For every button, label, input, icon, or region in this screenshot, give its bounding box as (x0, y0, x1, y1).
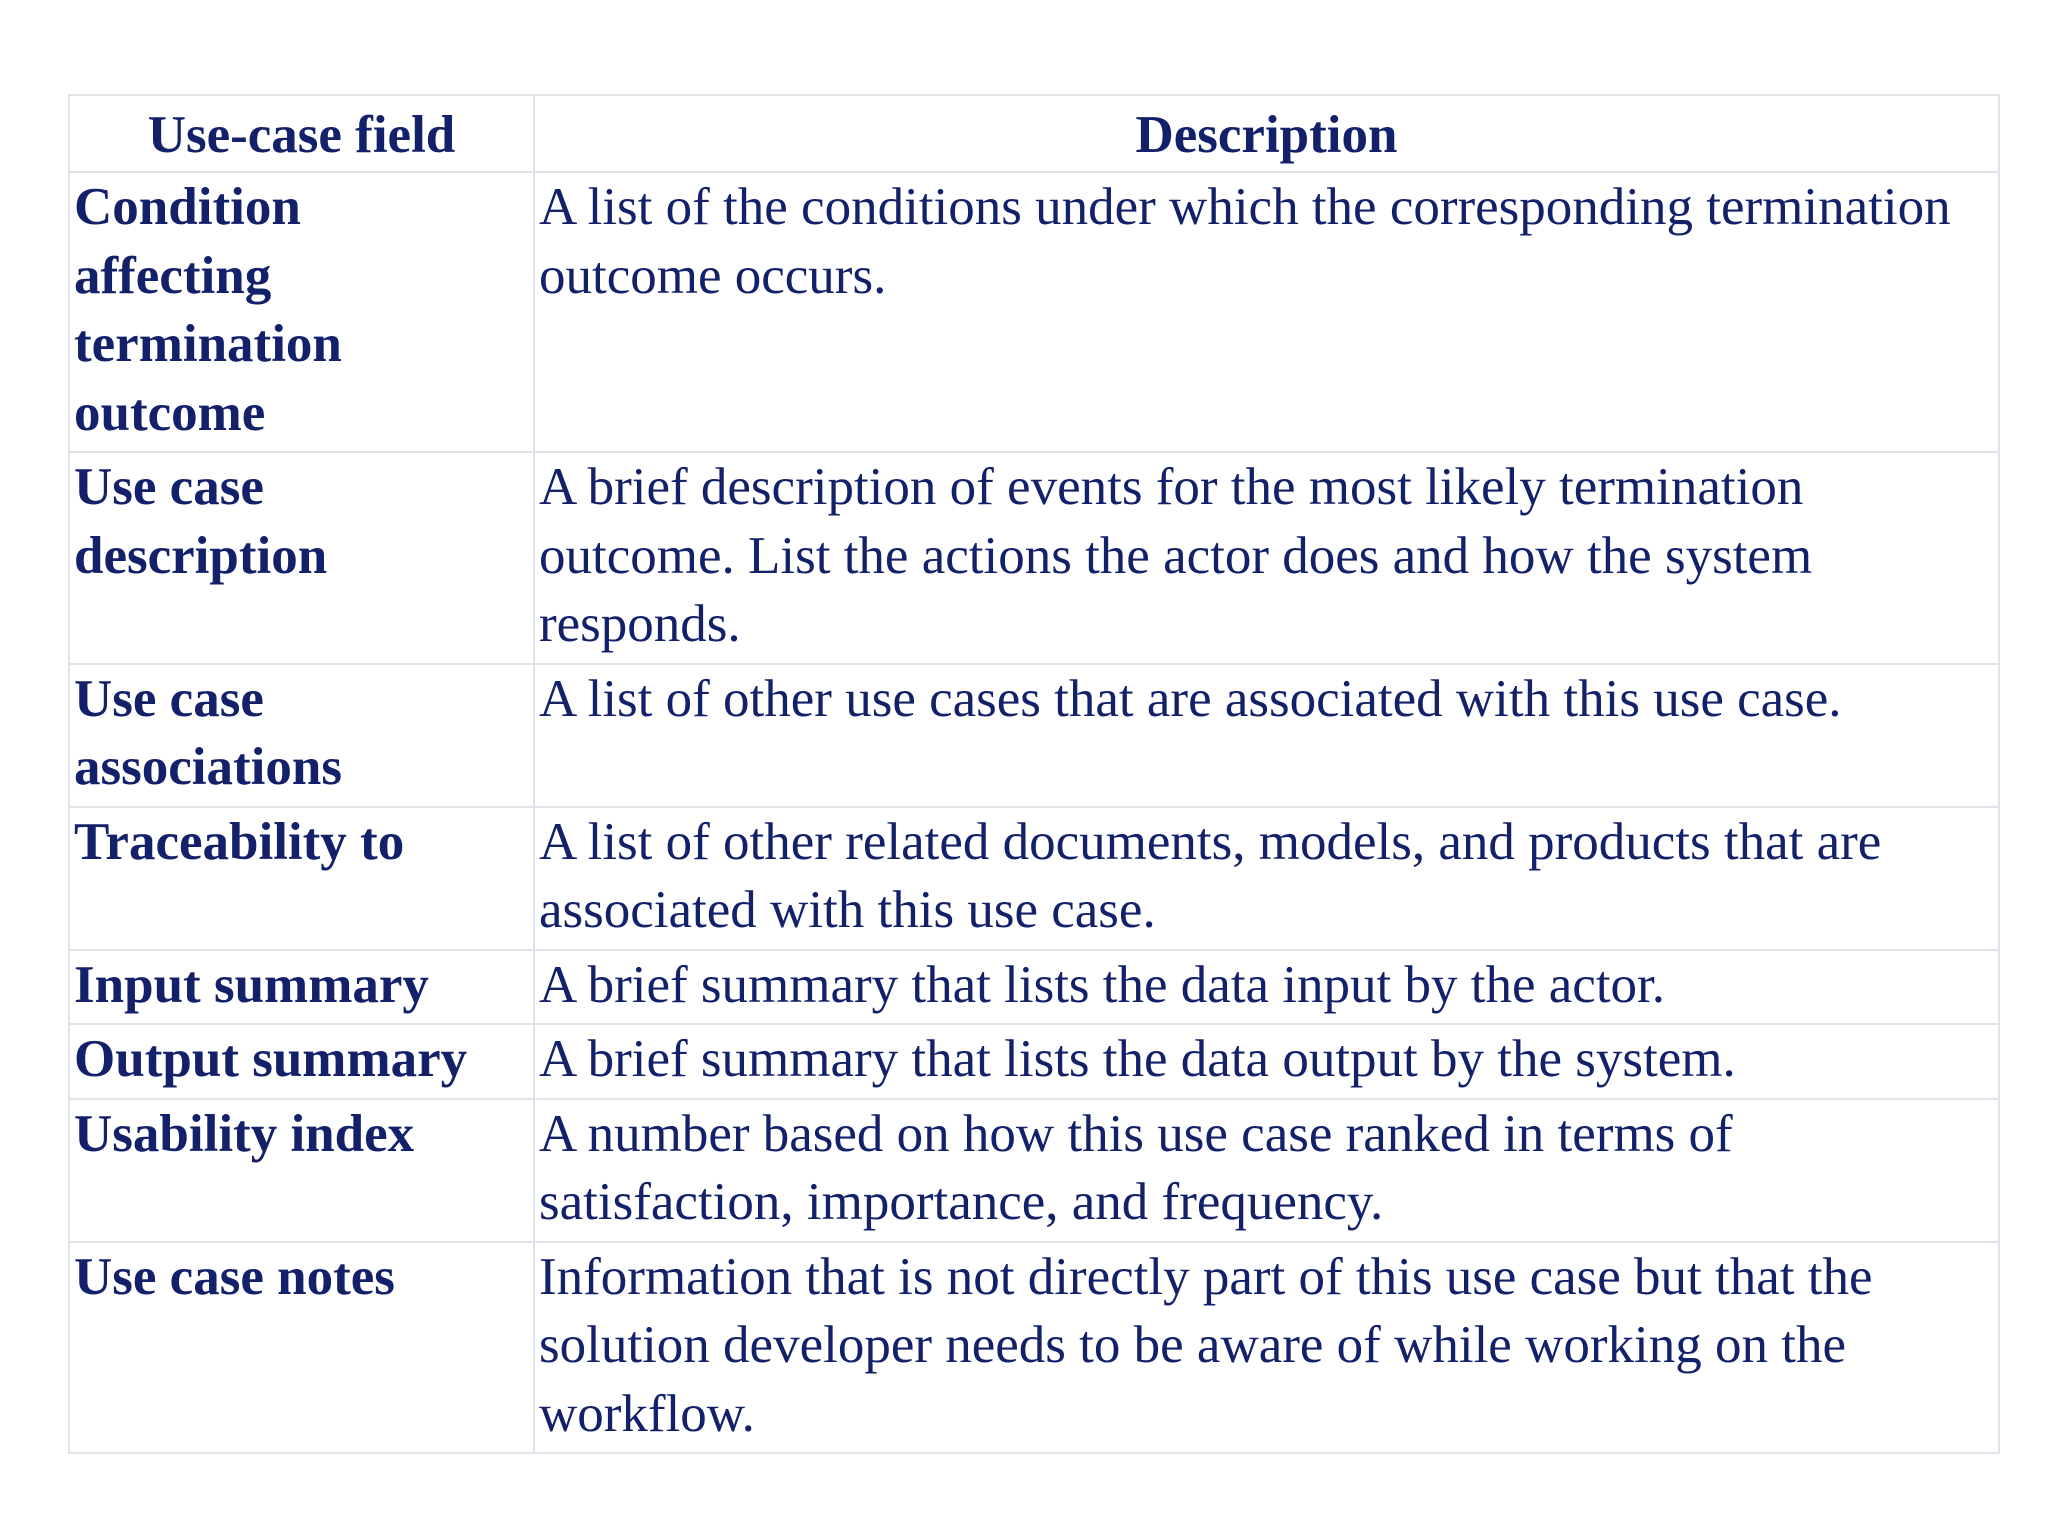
field-description-cell: A number based on how this use case ranked in terms of satisfaction, importance, and frequency. (534, 1099, 1999, 1242)
column-header-field: Use-case field (69, 95, 534, 172)
field-name-cell: Use case description (69, 452, 534, 664)
field-name-cell: Traceability to (69, 807, 534, 950)
field-description-cell: Information that is not directly part of this use case but that the solution developer needs to be aware of while working on the workflow. (534, 1242, 1999, 1454)
field-name-cell: Use case associations (69, 664, 534, 807)
table-row (69, 172, 1999, 452)
use-case-fields-table (68, 94, 2000, 1454)
table-header-row (69, 95, 1999, 172)
table-row (69, 452, 1999, 664)
table-row (69, 1024, 1999, 1099)
table-row (69, 807, 1999, 950)
field-name-cell: Condition affecting termination outcome (69, 172, 534, 452)
column-header-description: Description (534, 95, 1999, 172)
field-description-cell: A list of other use cases that are associated with this use case. (534, 664, 1999, 807)
field-description-cell: A brief summary that lists the data output by the system. (534, 1024, 1999, 1099)
table-row (69, 1099, 1999, 1242)
field-description-cell: A brief summary that lists the data input by the actor. (534, 950, 1999, 1025)
use-case-fields-table-container (68, 94, 1998, 1454)
field-name-cell: Usability index (69, 1099, 534, 1242)
field-name-cell: Input summary (69, 950, 534, 1025)
field-description-cell: A list of the conditions under which the corresponding termination outcome occurs. (534, 172, 1999, 452)
table-row (69, 1242, 1999, 1454)
field-description-cell: A list of other related documents, models, and products that are associated with this use case. (534, 807, 1999, 950)
table-row (69, 950, 1999, 1025)
field-description-cell: A brief description of events for the most likely termination outcome. List the actions the actor does and how the system responds. (534, 452, 1999, 664)
field-name-cell: Use case notes (69, 1242, 534, 1454)
field-name-cell: Output summary (69, 1024, 534, 1099)
table-row (69, 664, 1999, 807)
